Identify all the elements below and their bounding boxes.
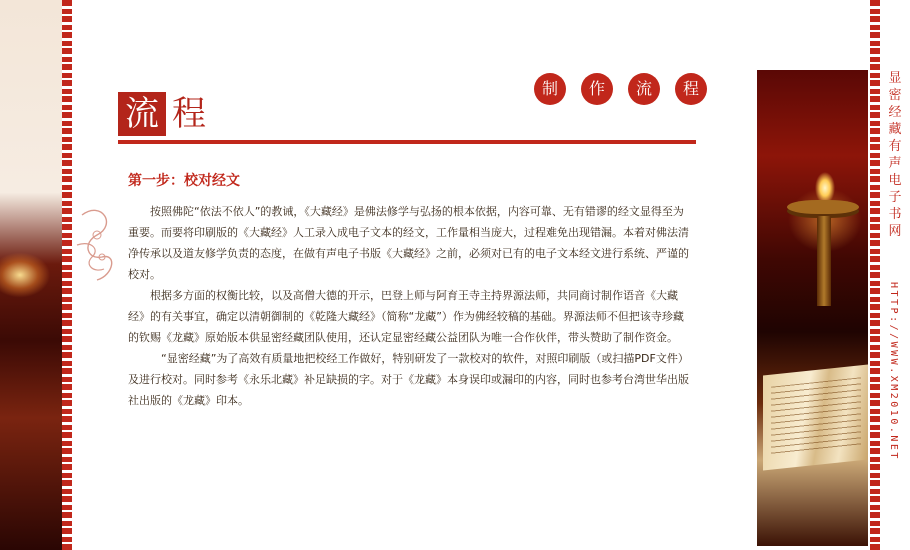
site-name-char: 有 bbox=[888, 139, 902, 154]
badge-char: 制 bbox=[534, 73, 566, 105]
butter-lamp-book-photo bbox=[757, 70, 868, 546]
lamp-stem bbox=[817, 216, 831, 306]
cloud-swirl-ornament bbox=[72, 195, 122, 295]
badge-char: 流 bbox=[628, 73, 660, 105]
site-name-char: 经 bbox=[888, 105, 902, 120]
right-ornamental-border bbox=[870, 0, 880, 550]
page-title: 程 bbox=[172, 94, 206, 134]
site-name-char: 密 bbox=[888, 88, 902, 103]
step-heading: 第一步：校对经文 bbox=[128, 173, 240, 189]
site-name-char: 子 bbox=[888, 190, 902, 205]
paragraph: “显密经藏”为了高效有质量地把校经工作做好，特别研发了一款校对的软件，对照印刷版（或扫描PDF文件）及进行校对。同时参考《永乐北藏》补足缺损的字。对于《龙藏》本身误印或漏印的内容，同时也参考台湾世华出版社出版的《龙藏》印本。 bbox=[128, 352, 689, 407]
site-name-char: 书 bbox=[888, 207, 902, 222]
page-title-highlight: 流 bbox=[118, 92, 166, 136]
step-body bbox=[128, 201, 690, 411]
paragraph: 根据多方面的权衡比较，以及高僧大德的开示，巴登上师与阿育王寺主持界源法师，共同商讨制作语音《大藏经》的有关事宜，确定以清朝御制的《乾隆大藏经》（简称“龙藏”）作为佛经较稿的基础。界源法师不但把该寺珍藏的钦赐《龙藏》原始版本供显密经藏团队使用，还认定显密经藏公益团队为唯一合作伙伴，带头赞助了制作资金。 bbox=[128, 289, 684, 344]
book-text-lines bbox=[771, 377, 861, 456]
site-name-char: 藏 bbox=[888, 122, 902, 137]
badge-char: 作 bbox=[581, 73, 613, 105]
left-ornamental-border bbox=[62, 0, 72, 550]
left-photo-strip bbox=[0, 0, 62, 550]
site-name-char: 电 bbox=[888, 173, 902, 188]
butter-lamp-icon bbox=[787, 200, 859, 214]
site-name-vertical bbox=[886, 70, 904, 240]
site-name-char: 显 bbox=[888, 71, 902, 86]
paragraph: 按照佛陀“依法不依人”的教诫，《大藏经》是佛法修学与弘扬的根本依据，内容可靠、无有错谬的经文显得至为重要。而要将印刷版的《大藏经》人工录入成电子文本的经文，工作量相当庞大，过程难免出现错漏。本着对佛法清净传承以及道友修学负责的态度，在做有声电子书版《大藏经》之前，必须对已有的电子文本经文进行系统、严谨的校对。 bbox=[128, 205, 689, 281]
site-url[interactable]: HTTP://WWW.XM2010.NET bbox=[888, 282, 899, 461]
site-name-char: 声 bbox=[888, 156, 902, 171]
title-divider bbox=[118, 140, 696, 144]
badge-char: 程 bbox=[675, 73, 707, 105]
section-badges bbox=[534, 73, 707, 105]
site-name-char: 网 bbox=[888, 224, 902, 239]
